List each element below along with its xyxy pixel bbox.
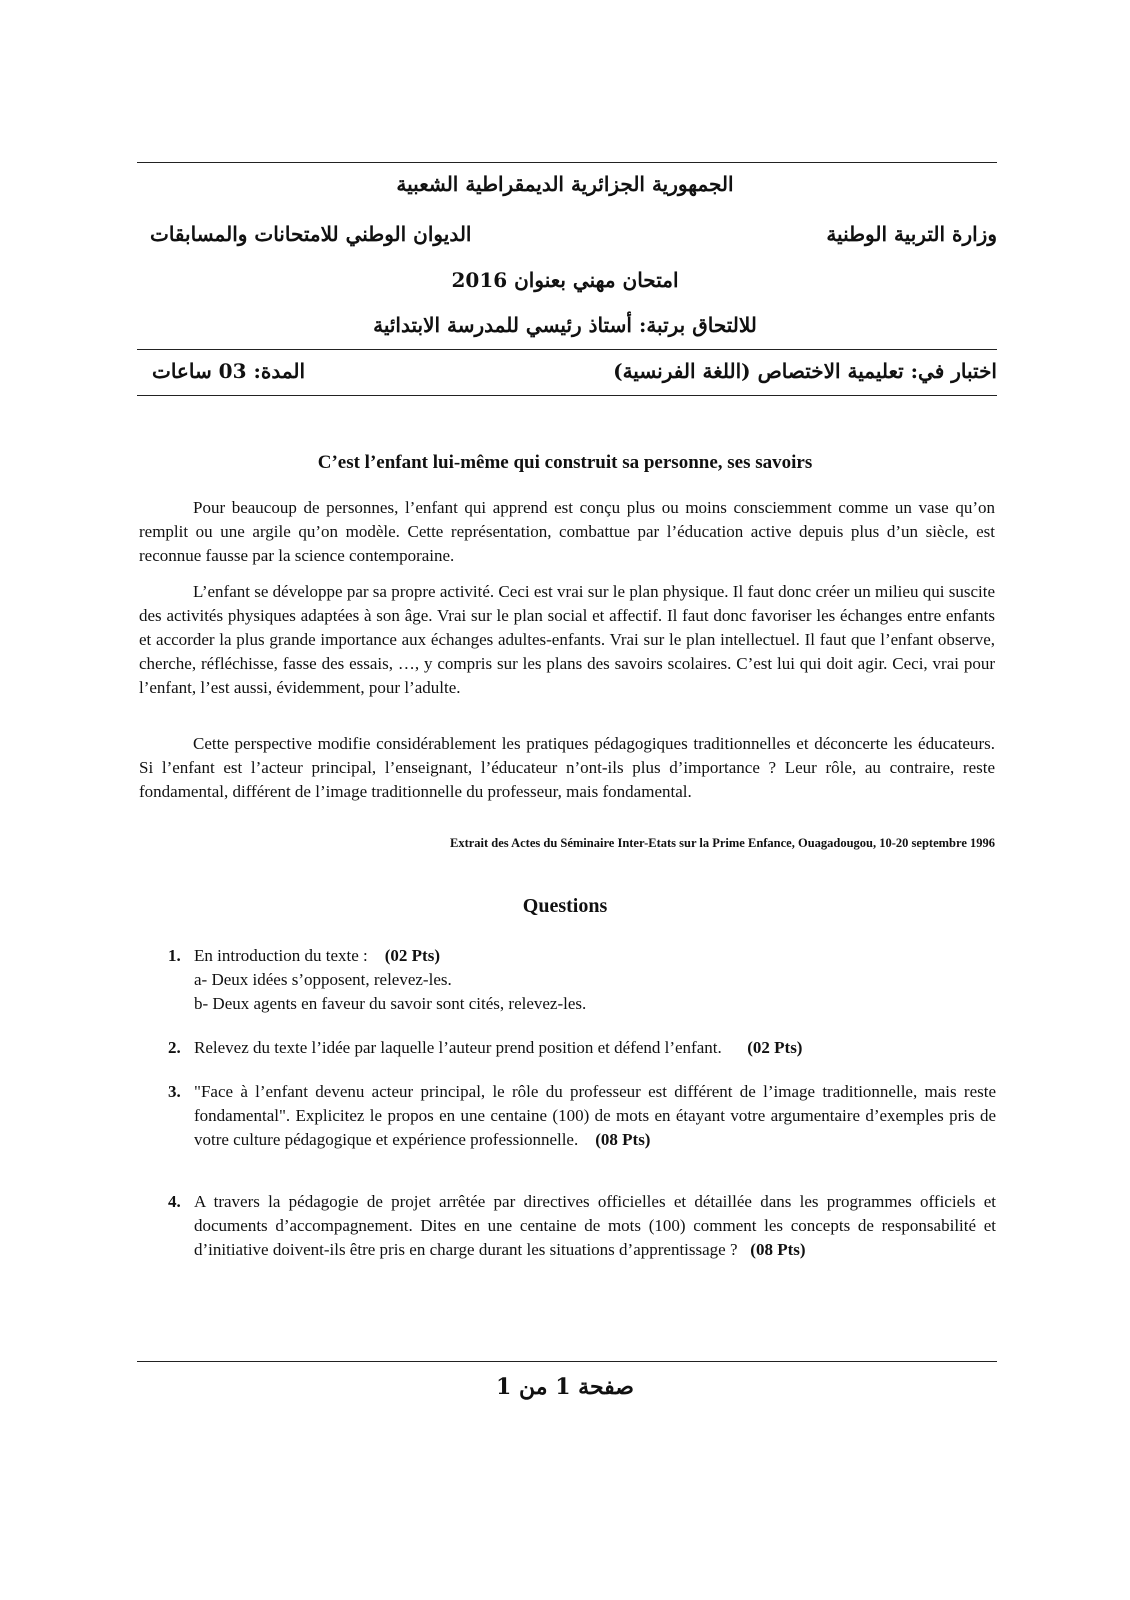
header-bottom-rule [137, 395, 997, 396]
header-top-rule [137, 162, 997, 163]
question-number: 3. [168, 1082, 181, 1101]
questions-title: Questions [522, 895, 608, 917]
text-paragraph-3: Cette perspective modifie considérablement les pratiques pédagogiques traditionnelles et déconcerte les éducateurs. Si l’enfant est l’acteur principal, l’enseignant, l’éducateur n’ont-ils plus d’importance ? Leur rôle, au contraire, reste fondamental, différent de l’image traditionnelle du professeur, mais fondamental. [139, 734, 995, 801]
question-text: En introduction du texte : [194, 946, 368, 965]
exam-subject: اختبار في: تعليمية الاختصاص (اللغة الفرنسية) [613, 359, 997, 383]
question-3 [168, 1080, 996, 1152]
question-points: (02 Pts) [384, 946, 440, 965]
question-text: Relevez du texte l’idée par laquelle l’auteur prend position et défend l’enfant. [194, 1038, 722, 1057]
text-paragraph-2: L’enfant se développe par sa propre activité. Ceci est vrai sur le plan physique. Il faut donc créer un milieu qui suscite des activités physiques adaptées à son âge. Vrai sur le plan social et affectif. Il faut donc favoriser les échanges entre enfants et accorder la plus grande importance aux échanges adultes-enfants. Vrai sur le plan intellectuel. Il faut que l’enfant observe, cherche, réfléchisse, fasse des essais, …, y compris sur les plans des savoirs scolaires. C’est lui qui doit agir. Ceci, vrai pour l’enfant, l’est aussi, évidemment, pour l’adulte. [139, 582, 995, 697]
exam-duration: المدة: 03 ساعات [152, 359, 306, 383]
question-4 [168, 1190, 996, 1262]
question-subitem-a: a- Deux idées s’opposent, relevez-les. [194, 970, 452, 989]
question-text: A travers la pédagogie de projet arrêtée par directives officielles et détaillée dans les programmes officiels et documents d’accompagnement. Dites en une centaine de mots (100) comment les concepts de responsabilité et d’initiative doivent-ils être pris en charge durant les situations d’apprentissage ? [194, 1192, 996, 1259]
question-number: 4. [168, 1192, 181, 1211]
question-points: (02 Pts) [747, 1038, 803, 1057]
republic-name: الجمهورية الجزائرية الديمقراطية الشعبية [396, 172, 734, 196]
ministry-name: وزارة التربية الوطنية [826, 222, 997, 246]
question-subitem-b: b- Deux agents en faveur du savoir sont cités, relevez-les. [194, 994, 587, 1013]
exam-rank: للالتحاق برتبة: أستاذ رئيسي للمدرسة الابتدائية [373, 313, 757, 337]
question-number: 1. [168, 946, 181, 965]
question-2 [168, 1036, 996, 1060]
text-source: Extrait des Actes du Séminaire Inter-Etats sur la Prime Enfance, Ouagadougou, 10-20 septembre 1996 [449, 836, 995, 850]
question-1 [168, 944, 996, 1016]
header-mid-rule [137, 349, 997, 350]
footer-rule [137, 1361, 997, 1362]
page-number: صفحة 1 من 1 [496, 1374, 634, 1400]
exam-title: امتحان مهني بعنوان 2016 [451, 268, 679, 292]
text-title: C’est l’enfant lui-même qui construit sa personne, ses savoirs [317, 452, 813, 473]
text-paragraph-1: Pour beaucoup de personnes, l’enfant qui apprend est conçu plus ou moins consciemment comme un vase qu’on remplit ou une argile qu’on modèle. Cette représentation, combattue par l’éducation active depuis plus d’un siècle, est reconnue fausse par la science contemporaine. [139, 498, 995, 565]
exam-office-name: الديوان الوطني للامتحانات والمسابقات [150, 222, 472, 246]
question-points: (08 Pts) [750, 1240, 806, 1259]
question-text: "Face à l’enfant devenu acteur principal, le rôle du professeur est différent de l’image traditionnelle, mais reste fondamental". Explicitez le propos en une centaine (100) de mots en étayant votre argumentaire d’exemples pris de votre culture pédagogique et expérience professionnelle. [194, 1082, 996, 1149]
question-number: 2. [168, 1038, 181, 1057]
question-points: (08 Pts) [595, 1130, 651, 1149]
